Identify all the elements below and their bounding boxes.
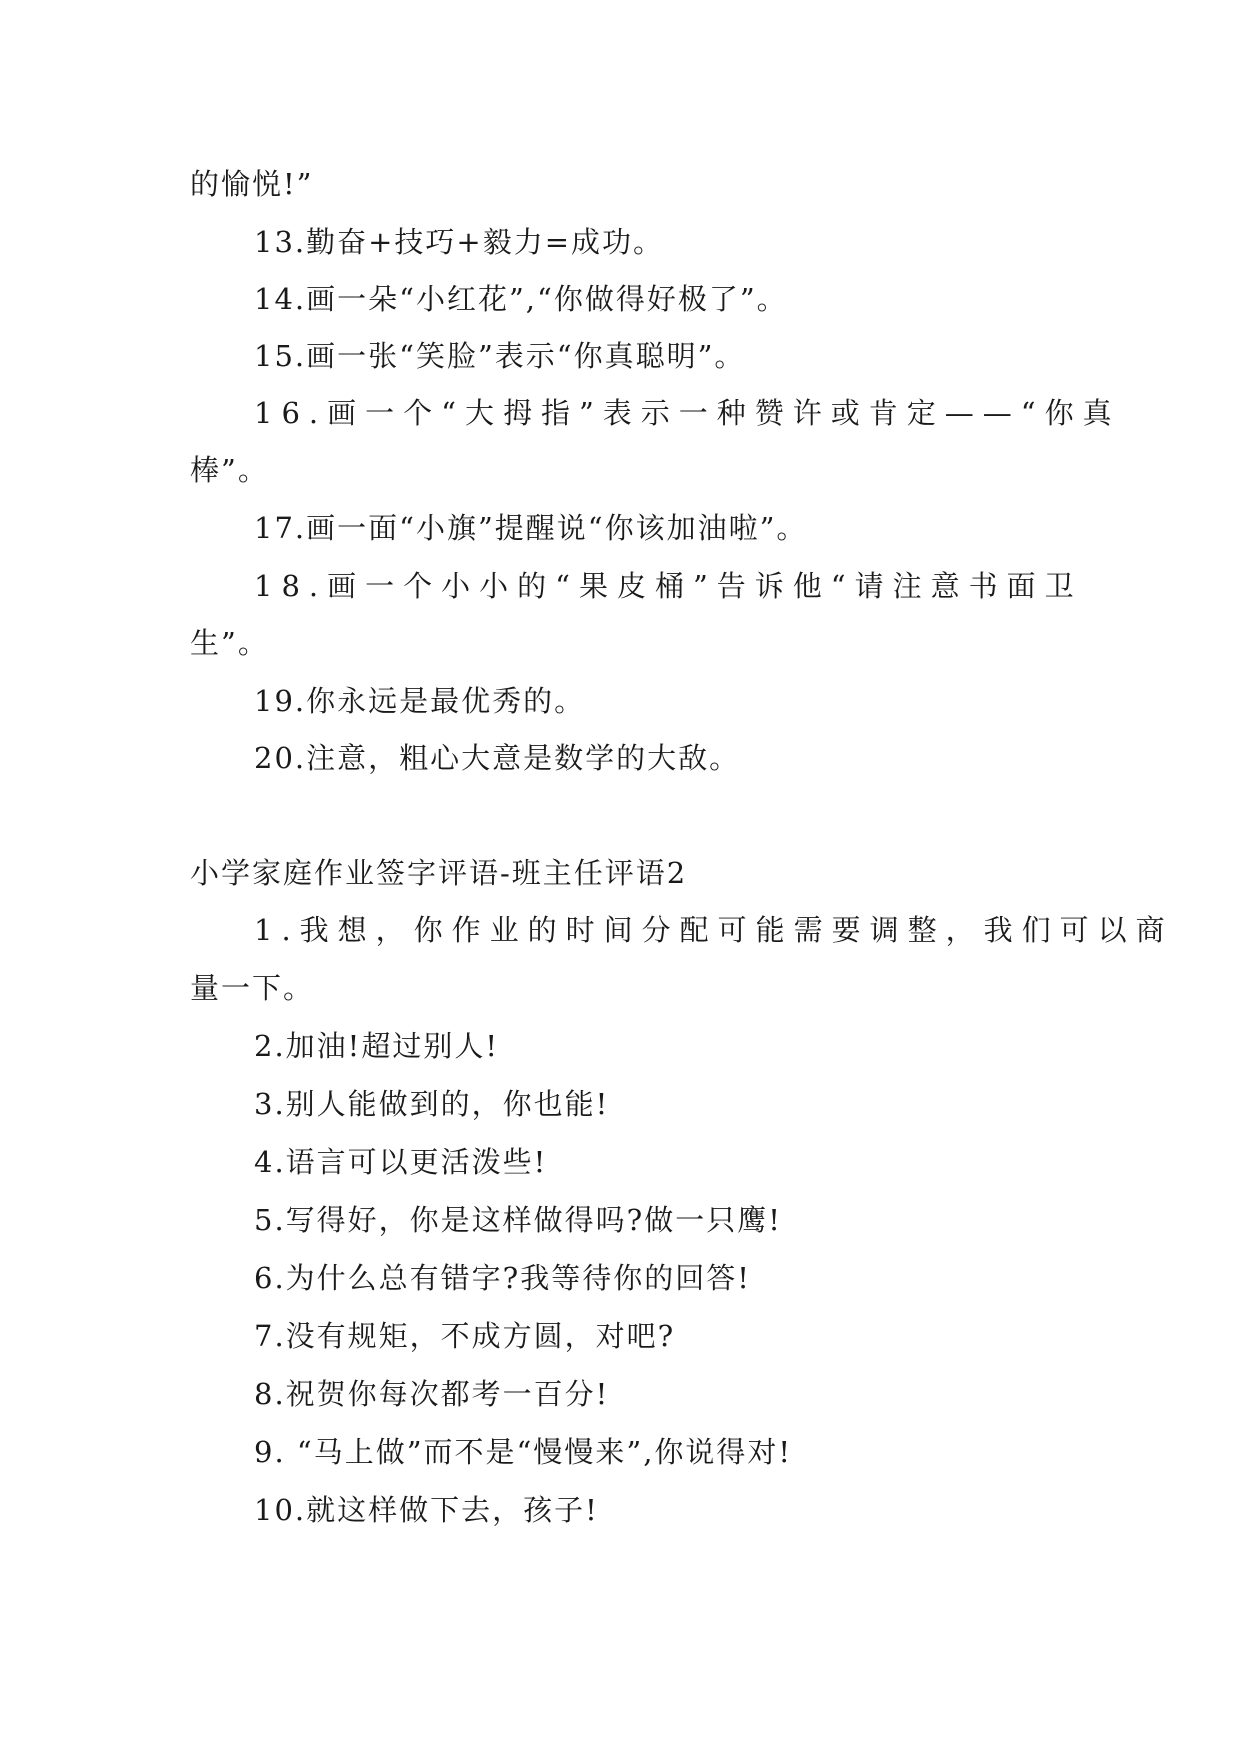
list-item: 1.我想，你作业的时间分配可能需要调整，我们可以商 (254, 913, 1174, 947)
text-line: 生”。 (190, 626, 269, 660)
list-item: 8.祝贺你每次都考一百分! (254, 1377, 610, 1411)
list-item: 9. “马上做”而不是“慢慢来”,你说得对! (254, 1435, 793, 1469)
text-line: 量一下。 (190, 971, 315, 1005)
list-item: 5.写得好，你是这样做得吗?做一只鹰! (254, 1203, 782, 1237)
list-item: 10.就这样做下去，孩子! (254, 1493, 599, 1527)
list-item: 3.别人能做到的，你也能! (254, 1087, 610, 1121)
list-item: 19.你永远是最优秀的。 (254, 684, 586, 718)
list-item: 20.注意，粗心大意是数学的大敌。 (254, 741, 741, 775)
list-item: 4.语言可以更活泼些! (254, 1145, 548, 1179)
list-item: 7.没有规矩，不成方圆，对吧? (254, 1319, 676, 1353)
text-line: 棒”。 (190, 453, 269, 487)
text-line: 的愉悦!” (190, 167, 314, 201)
list-item: 15.画一张“笑脸”表示“你真聪明”。 (254, 339, 746, 373)
list-item: 16.画一个“大拇指”表示一种赞许或肯定——“你真 (254, 396, 1121, 430)
list-item: 17.画一面“小旗”提醒说“你该加油啦”。 (254, 511, 808, 545)
list-item: 13.勤奋+技巧+毅力=成功。 (254, 225, 665, 259)
list-item: 18.画一个小小的“果皮桶”告诉他“请注意书面卫 (254, 569, 1083, 603)
list-item: 6.为什么总有错字?我等待你的回答! (254, 1261, 751, 1295)
list-item: 14.画一朵“小红花”,“你做得好极了”。 (254, 282, 788, 316)
section-heading: 小学家庭作业签字评语-班主任评语2 (190, 856, 688, 890)
list-item: 2.加油!超过别人! (254, 1029, 499, 1063)
